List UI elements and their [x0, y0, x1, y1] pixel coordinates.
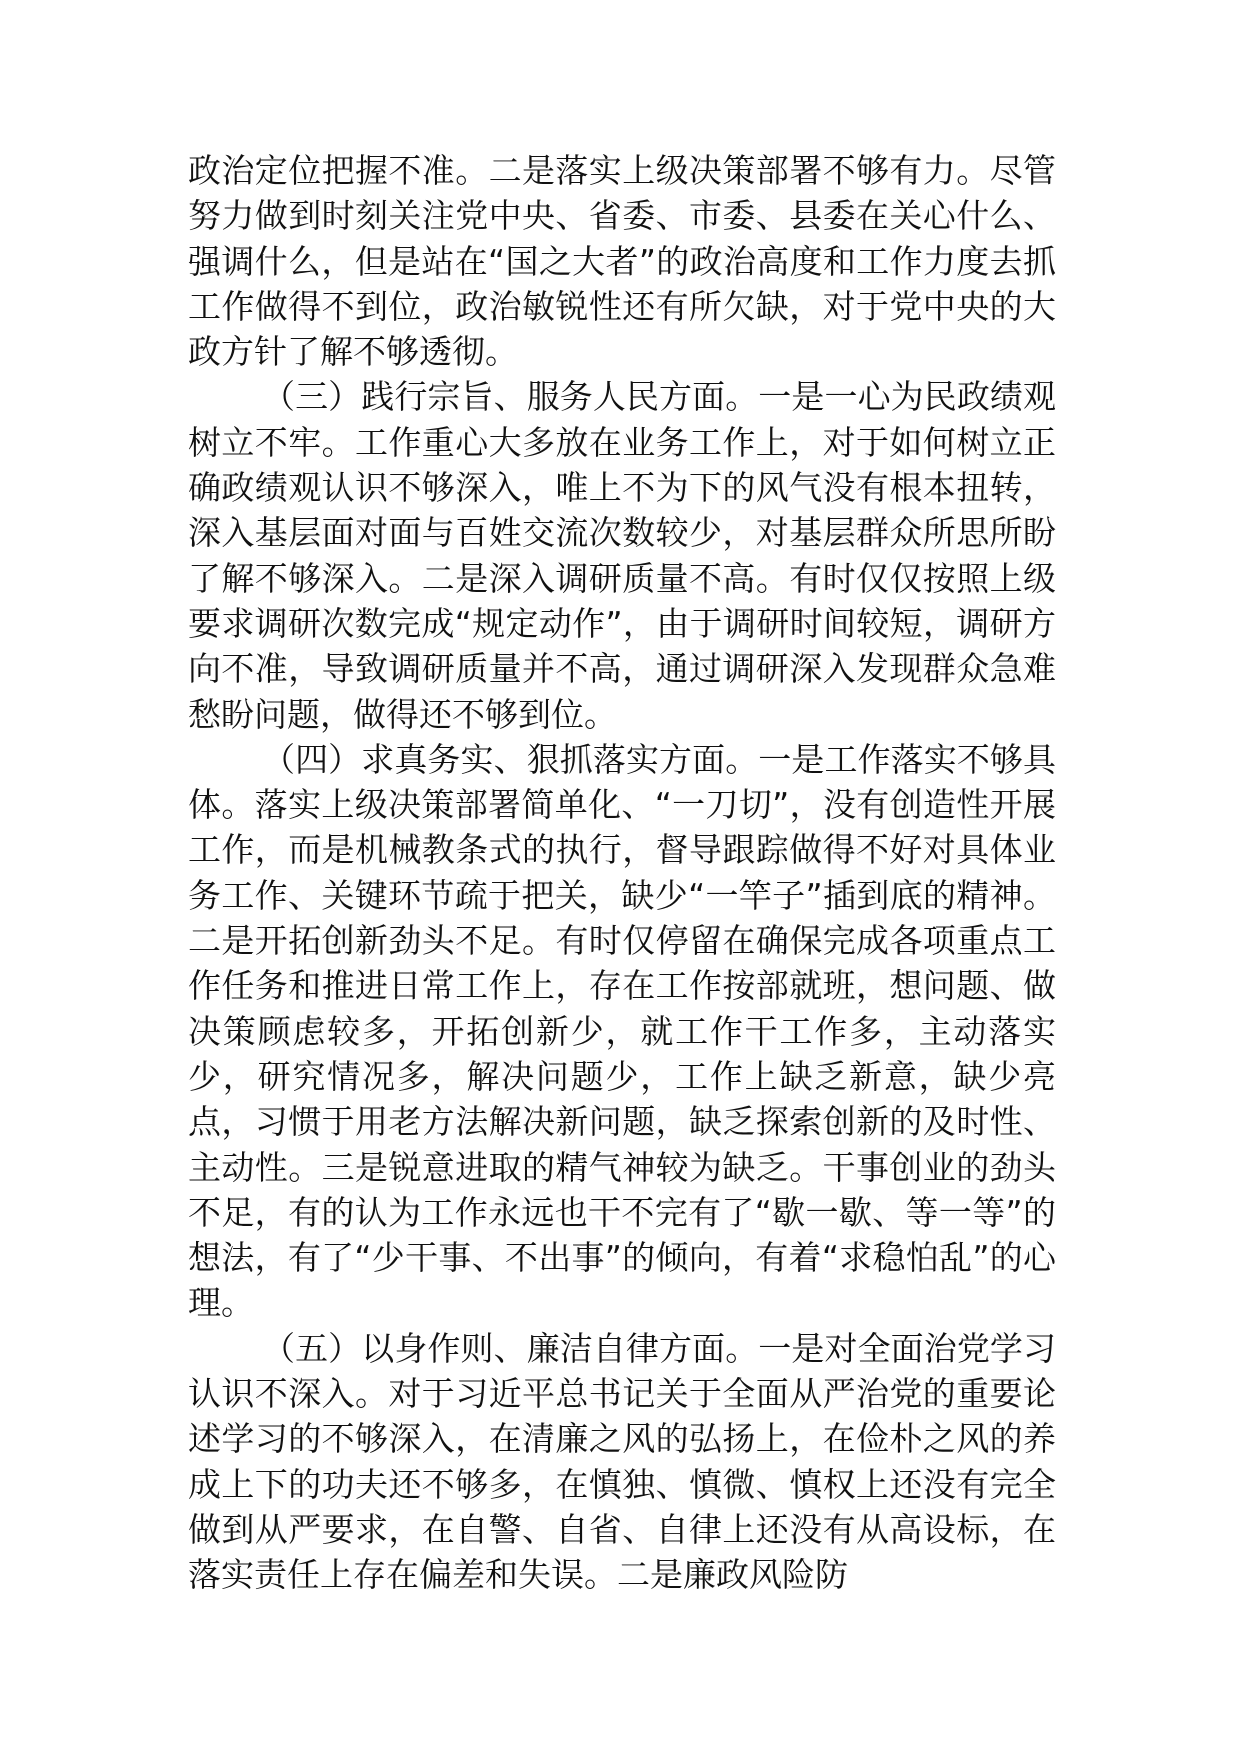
paragraph-section-three: （三）践行宗旨、服务人民方面。一是一心为民政绩观树立不牢。工作重心大多放在业务工作上，对于如何树立正确政绩观认识不够深入，唯上不为下的风气没有根本扭转，深入基层面对面与百姓交流次数较少，对基层群众所思所盼了解不够深入。二是深入调研质量不高。有时仅仅按照上级要求调研次数完成“规定动作”，由于调研时间较短，调研方向不准，导致调研质量并不高，通过调研深入发现群众急难愁盼问题，做得还不够到位。	[188, 377, 1056, 734]
document-body	[188, 148, 1056, 1598]
paragraph-section-five: （五）以身作则、廉洁自律方面。一是对全面治党学习认识不深入。对于习近平总书记关于全面从严治党的重要论述学习的不够深入，在清廉之风的弘扬上，在俭朴之风的养成上下的功夫还不够多，在慎独、慎微、慎权上还没有完全做到从严要求，在自警、自省、自律上还没有从高设标，在落实责任上存在偏差和失误。二是廉政风险防	[188, 1328, 1056, 1595]
paragraph-section-four: （四）求真务实、狠抓落实方面。一是工作落实不够具体。落实上级决策部署简单化、“一刀切”，没有创造性开展工作，而是机械教条式的执行，督导跟踪做得不好对具体业务工作、关键环节疏于把关，缺少“一竿子”插到底的精神。二是开拓创新劲头不足。有时仅停留在确保完成各项重点工作任务和推进日常工作上，存在工作按部就班，想问题、做决策顾虑较多，开拓创新少，就工作干工作多，主动落实少，研究情况多，解决问题少，工作上缺乏新意，缺少亮点，习惯于用老方法解决新问题，缺乏探索创新的及时性、主动性。三是锐意进取的精气神较为缺乏。干事创业的劲头不足，有的认为工作永远也干不完有了“歇一歇、等一等”的想法，有了“少干事、不出事”的倾向，有着“求稳怕乱”的心理。	[188, 739, 1056, 1323]
paragraph-continuation: 政治定位把握不准。二是落实上级决策部署不够有力。尽管努力做到时刻关注党中央、省委、市委、县委在关心什么、强调什么，但是站在“国之大者”的政治高度和工作力度去抓工作做得不到位，政治敏锐性还有所欠缺，对于党中央的大政方针了解不够透彻。	[188, 151, 1056, 372]
